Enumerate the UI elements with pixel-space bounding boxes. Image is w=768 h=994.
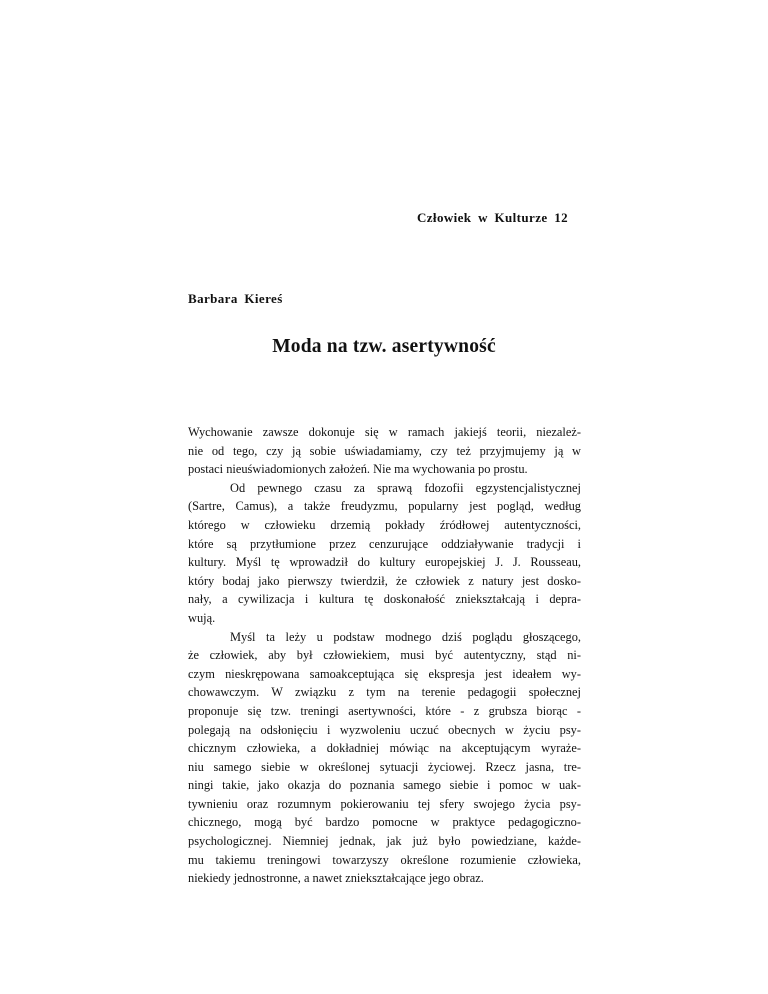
text-line: Wychowanie zawsze dokonuje się w ramach jakiejś teorii, niezależ- [188, 425, 581, 439]
text-line: którego w człowieku drzemią pokłady źródłowej autentyczności, [188, 517, 581, 532]
text-line: (Sartre, Camus), a także freudyzmu, popularny jest pogląd, według [188, 499, 581, 514]
text-line: kultury. Myśl tę wprowadził do kultury europejskiej J. J. Rousseau, [188, 555, 581, 570]
text-line: chicznym człowieka, a dokładniej mówiąc na akceptującym wyraże- [188, 741, 581, 756]
text-line: tywnieniu oraz rozumnym pokierowaniu tej sfery swojego życia psy- [188, 796, 581, 811]
author-name: Barbara Kiereś [188, 291, 283, 306]
text-line: psychologicznej. Niemniej jednak, jak już było powiedziane, każde- [188, 834, 581, 849]
article-title: Moda na tzw. asertywność [272, 336, 496, 357]
text-line: że człowiek, aby był człowiekiem, musi być autentyczny, stąd ni- [188, 648, 581, 663]
text-line: Myśl ta leży u podstaw modnego dziś poglądu głoszącego, [230, 629, 581, 644]
text-line: nały, a cywilizacja i kultura tę doskonałość zniekształcają i depra- [188, 592, 581, 607]
text-line: chicznego, mogą być bardzo pomocne w praktyce pedagogiczno- [188, 815, 581, 830]
text-line: niu samego siebie w określonej sytuacji życiowej. Rzecz jasna, tre- [188, 759, 581, 774]
paragraph [188, 479, 581, 628]
text-line: polegają na odsłonięciu i wyzwoleniu uczuć obecnych w życiu psy- [188, 722, 581, 737]
text-line: postaci nieuświadomionych założeń. Nie ma wychowania po prostu. [188, 462, 528, 477]
text-line: chowawczym. W związku z tym na terenie pedagogii społecznej [188, 685, 581, 700]
text-line: mu takiemu treningowi towarzyszy określone rozumienie człowieka, [188, 852, 581, 867]
text-line: który bodaj jako pierwszy twierdził, że człowiek z natury jest dosko- [188, 573, 581, 588]
text-line: niekiedy jednostronne, a nawet zniekształcające jego obraz. [188, 871, 484, 886]
text-line: Od pewnego czasu za sprawą fdozofii egzystencjalistycznej [230, 480, 581, 495]
paragraph [188, 423, 581, 479]
article-body [188, 423, 581, 888]
text-line: czym nieskrępowana samoakceptująca się ekspresja jest ideałem wy- [188, 666, 581, 681]
text-line: które są przytłumione przez cenzurujące oddziaływanie tradycji i [188, 536, 581, 551]
text-line: proponuje się tzw. treningi asertywności, które - z grubsza biorąc - [188, 703, 581, 718]
running-header: Człowiek w Kulturze 12 [416, 210, 568, 225]
text-line: wują. [188, 610, 216, 625]
paragraph [188, 628, 581, 888]
text-line: ningi takie, jako okazja do poznania samego siebie i pomoc w uak- [188, 778, 581, 793]
text-line: nie od tego, czy ją sobie uświadamiamy, czy też przyjmujemy ją w [188, 443, 581, 458]
